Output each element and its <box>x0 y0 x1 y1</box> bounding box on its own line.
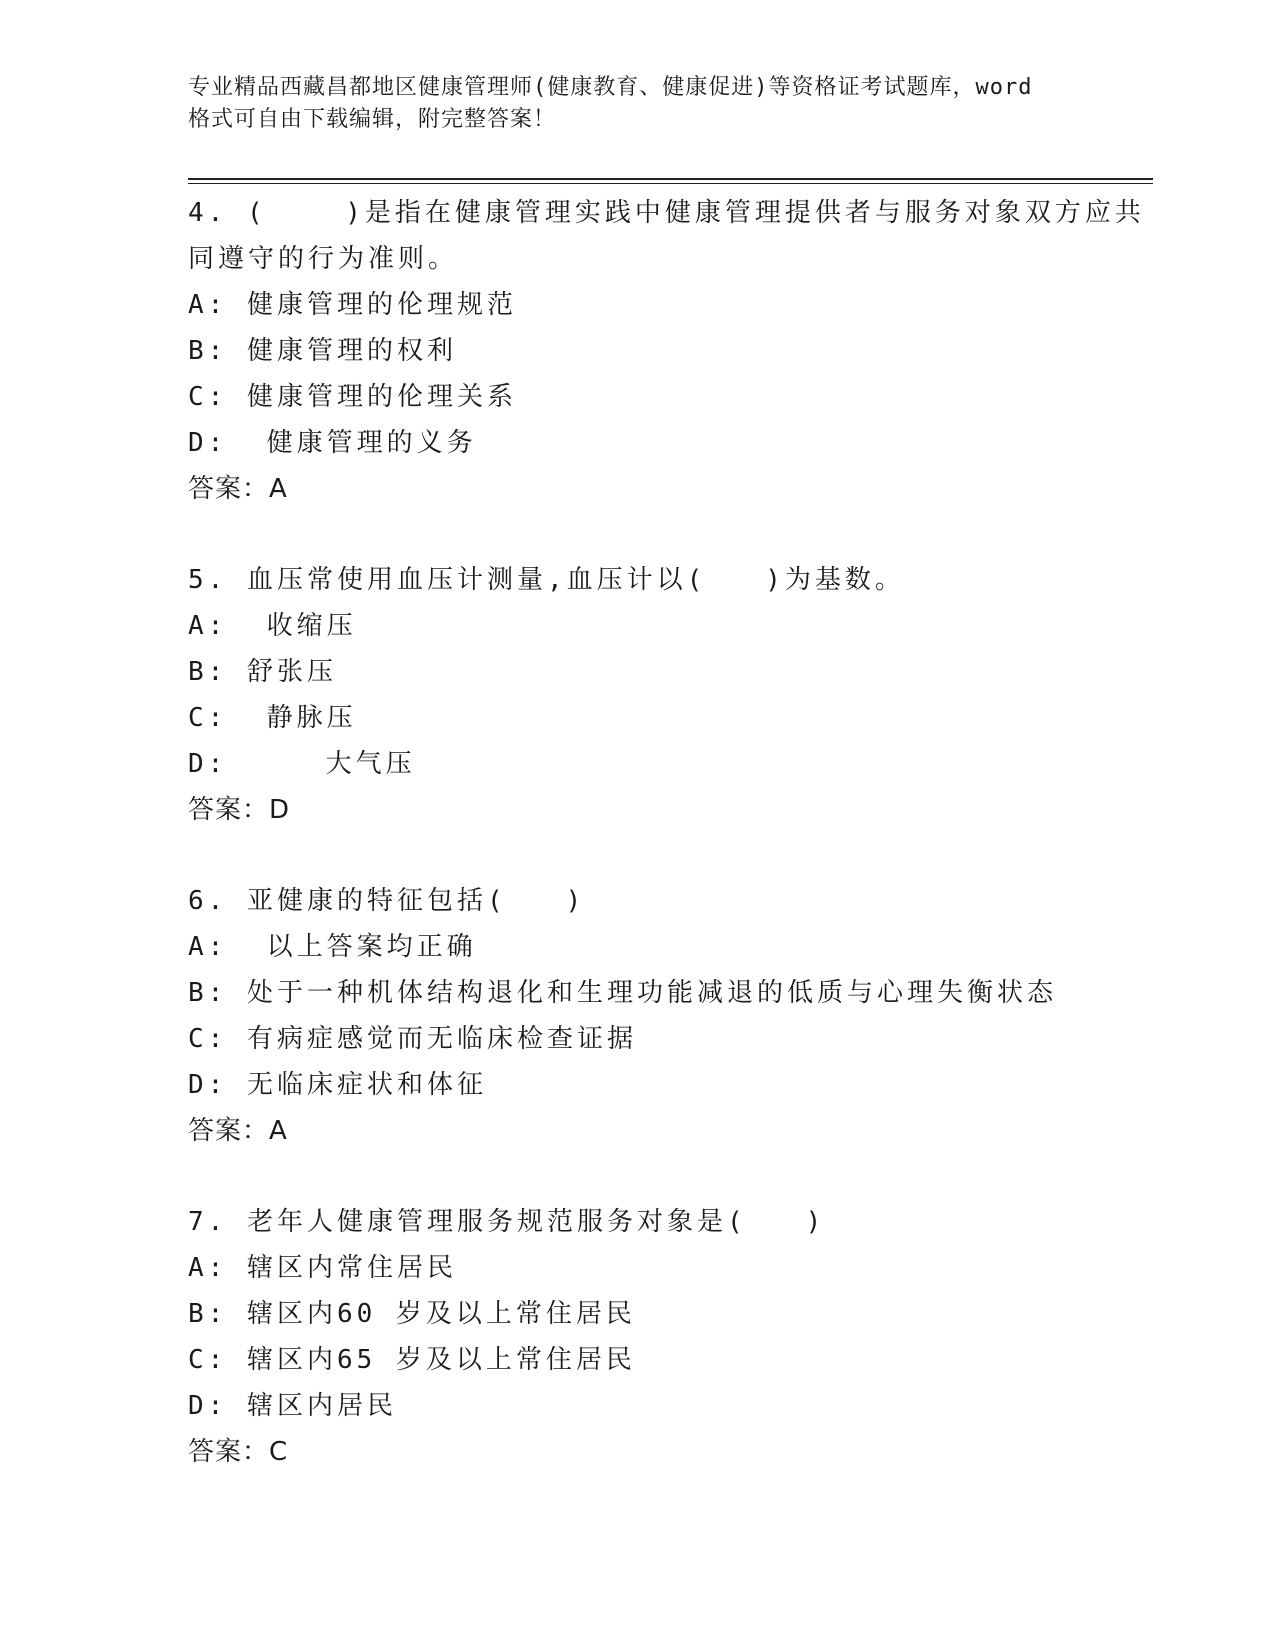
option-a: A: 收缩压 <box>188 611 357 641</box>
option-c: C: 辖区内65 岁及以上常住居民 <box>188 1345 636 1375</box>
option-b: B: 健康管理的权利 <box>188 336 457 366</box>
question-7 <box>188 1199 1088 1475</box>
answer-label: 答案：D <box>188 795 291 825</box>
question-6 <box>188 878 1088 1154</box>
document-header <box>188 72 1088 136</box>
question-stem: 5. 血压常使用血压计测量,血压计以( )为基数。 <box>188 565 905 595</box>
option-c: C: 静脉压 <box>188 703 357 733</box>
option-d: D: 健康管理的义务 <box>188 428 477 458</box>
option-a: A: 以上答案均正确 <box>188 932 477 962</box>
answer-label: 答案：A <box>188 1116 288 1146</box>
option-d: D: 辖区内居民 <box>188 1391 397 1421</box>
option-b: B: 处于一种机体结构退化和生理功能减退的低质与心理失衡状态 <box>188 978 1057 1008</box>
question-stem-continued: 同遵守的行为准则。 <box>188 244 459 274</box>
option-a: A: 健康管理的伦理规范 <box>188 290 517 320</box>
option-b: B: 辖区内60 岁及以上常住居民 <box>188 1299 636 1329</box>
question-stem: 4. ( )是指在健康管理实践中健康管理提供者与服务对象双方应共 <box>188 198 1145 228</box>
option-d: D: 大气压 <box>188 749 416 779</box>
option-c: C: 健康管理的伦理关系 <box>188 382 517 412</box>
question-4 <box>188 190 1145 512</box>
answer-label: 答案：A <box>188 474 288 504</box>
option-d: D: 无临床症状和体征 <box>188 1070 487 1100</box>
option-a: A: 辖区内常住居民 <box>188 1253 457 1283</box>
header-line-1: 专业精品西藏昌都地区健康管理师(健康教育、健康促进)等资格证考试题库，word <box>188 75 1033 100</box>
question-stem: 6. 亚健康的特征包括( ) <box>188 886 586 916</box>
question-5 <box>188 557 1088 833</box>
question-stem: 7. 老年人健康管理服务规范服务对象是( ) <box>188 1207 826 1237</box>
option-b: B: 舒张压 <box>188 657 337 687</box>
answer-label: 答案：C <box>188 1437 289 1467</box>
option-c: C: 有病症感觉而无临床检查证据 <box>188 1024 637 1054</box>
question-list <box>188 190 1145 1520</box>
header-divider-thin <box>188 183 1153 184</box>
header-line-2: 格式可自由下载编辑，附完整答案！ <box>188 107 557 132</box>
header-divider-thick <box>188 178 1153 180</box>
